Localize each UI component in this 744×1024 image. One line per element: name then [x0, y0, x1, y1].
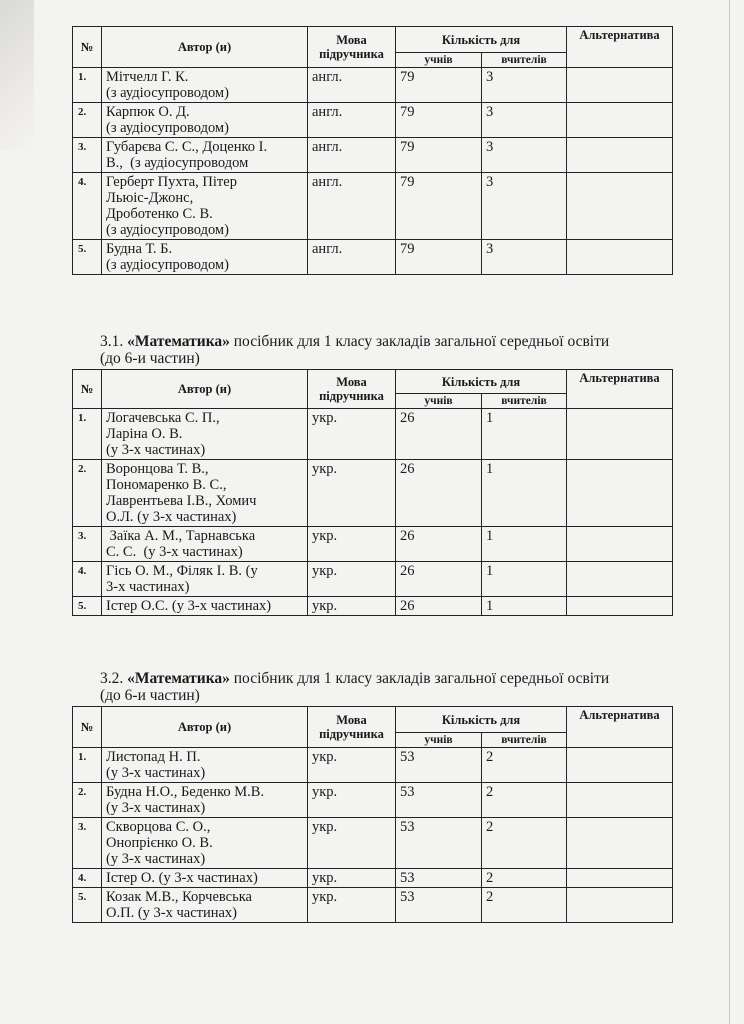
row-number-cell: 3. — [73, 138, 102, 173]
author-line: Листопад Н. П. — [106, 749, 201, 765]
textbook-table-english — [72, 26, 673, 275]
table-row — [73, 240, 673, 275]
col-header-author: Автор (и) — [102, 707, 308, 748]
row-number-cell: 4. — [73, 562, 102, 597]
students-count-cell: 79 — [396, 240, 482, 275]
alternative-cell — [567, 597, 673, 616]
alternative-cell — [567, 888, 673, 923]
teachers-count-cell: 2 — [482, 748, 567, 783]
table-row — [73, 173, 673, 240]
language-cell: укр. — [308, 783, 396, 818]
col-header-alternative: Альтернатива — [567, 27, 673, 68]
alternative-cell — [567, 68, 673, 103]
language-cell: укр. — [308, 818, 396, 869]
author-line: Будна Т. Б. — [106, 241, 173, 257]
alternative-cell — [567, 138, 673, 173]
teachers-count-cell: 3 — [482, 173, 567, 240]
table-row — [73, 783, 673, 818]
author-cell — [102, 527, 308, 562]
author-line: Дроботенко С. В. — [106, 206, 213, 222]
teachers-count-cell: 3 — [482, 240, 567, 275]
author-line: Губарєва С. С., Доценко І. — [106, 139, 268, 155]
author-line: Лаврентьева І.В., Хомич — [106, 493, 257, 509]
author-line: Заїка А. М., Тарнавська — [106, 528, 256, 544]
table-row — [73, 409, 673, 460]
table-row — [73, 888, 673, 923]
language-cell: укр. — [308, 460, 396, 527]
students-count-cell: 79 — [396, 68, 482, 103]
teachers-count-cell: 2 — [482, 783, 567, 818]
col-header-students: учнів — [396, 394, 482, 409]
section-number: 3.1. — [100, 333, 128, 350]
row-number-cell: 5. — [73, 240, 102, 275]
author-line: Істер О.С. (у 3-х частинах) — [106, 598, 272, 614]
author-line: Скворцова С. О., — [106, 819, 211, 835]
author-line: (з аудіосупроводом) — [106, 222, 229, 238]
author-line: Істер О. (у 3-х частинах) — [106, 870, 258, 886]
author-line: Ларіна О. В. — [106, 426, 183, 442]
author-cell — [102, 597, 308, 616]
author-cell — [102, 409, 308, 460]
col-header-author: Автор (и) — [102, 27, 308, 68]
author-line: С. С. (у 3-х частинах) — [106, 544, 243, 560]
author-cell — [102, 818, 308, 869]
row-number-cell: 3. — [73, 527, 102, 562]
teachers-count-cell: 3 — [482, 138, 567, 173]
author-line: (з аудіосупроводом) — [106, 120, 229, 136]
students-count-cell: 53 — [396, 818, 482, 869]
language-cell: укр. — [308, 409, 396, 460]
table-row — [73, 527, 673, 562]
row-number-cell: 2. — [73, 783, 102, 818]
author-line: О.Л. (у 3-х частинах) — [106, 509, 237, 525]
author-line: (у 3-х частинах) — [106, 442, 206, 458]
language-cell: укр. — [308, 888, 396, 923]
table-row — [73, 68, 673, 103]
language-cell: укр. — [308, 748, 396, 783]
students-count-cell: 79 — [396, 138, 482, 173]
language-cell: англ. — [308, 103, 396, 138]
alternative-cell — [567, 409, 673, 460]
students-count-cell: 26 — [396, 460, 482, 527]
row-number-cell: 2. — [73, 460, 102, 527]
page-fold-shadow — [0, 0, 34, 150]
students-count-cell: 53 — [396, 748, 482, 783]
language-cell: англ. — [308, 68, 396, 103]
author-line: Карпюк О. Д. — [106, 104, 190, 120]
author-cell — [102, 138, 308, 173]
author-cell — [102, 240, 308, 275]
alternative-cell — [567, 783, 673, 818]
alternative-cell — [567, 818, 673, 869]
col-header-language: Мова підручника — [308, 707, 396, 748]
author-cell — [102, 460, 308, 527]
alternative-cell — [567, 460, 673, 527]
students-count-cell: 79 — [396, 173, 482, 240]
author-cell — [102, 888, 308, 923]
section-subject: «Математика» — [127, 670, 230, 687]
language-cell: англ. — [308, 173, 396, 240]
author-line: (у 3-х частинах) — [106, 765, 206, 781]
section-description: посібник для 1 класу закладів загальної середньої освіти — [229, 333, 610, 350]
teachers-count-cell: 2 — [482, 818, 567, 869]
col-header-quantity: Кількість для — [396, 27, 567, 53]
alternative-cell — [567, 869, 673, 888]
section-number: 3.2. — [100, 670, 128, 687]
author-line: Льюіс-Джонс, — [106, 190, 194, 206]
col-header-alternative: Альтернатива — [567, 370, 673, 409]
table-row — [73, 869, 673, 888]
author-cell — [102, 68, 308, 103]
col-header-students: учнів — [396, 733, 482, 748]
col-header-quantity: Кількість для — [396, 707, 567, 733]
author-line: Онопрієнко О. В. — [106, 835, 213, 851]
table-row — [73, 597, 673, 616]
students-count-cell: 26 — [396, 597, 482, 616]
row-number-cell: 1. — [73, 748, 102, 783]
author-cell — [102, 783, 308, 818]
section-heading-3-2 — [100, 670, 670, 704]
students-count-cell: 53 — [396, 888, 482, 923]
col-header-teachers: вчителів — [482, 394, 567, 409]
table-row — [73, 748, 673, 783]
textbook-table-math-3-2 — [72, 706, 673, 923]
row-number-cell: 5. — [73, 888, 102, 923]
students-count-cell: 26 — [396, 527, 482, 562]
students-count-cell: 26 — [396, 409, 482, 460]
table-row — [73, 818, 673, 869]
author-cell — [102, 103, 308, 138]
col-header-alternative: Альтернатива — [567, 707, 673, 748]
students-count-cell: 53 — [396, 869, 482, 888]
alternative-cell — [567, 562, 673, 597]
author-line: Будна Н.О., Беденко М.В. — [106, 784, 265, 800]
author-line: О.П. (у 3-х частинах) — [106, 905, 238, 921]
page-edge — [729, 0, 730, 1024]
section-subject: «Математика» — [127, 333, 230, 350]
col-header-language: Мова підручника — [308, 370, 396, 409]
language-cell: укр. — [308, 562, 396, 597]
col-header-quantity: Кількість для — [396, 370, 567, 394]
teachers-count-cell: 2 — [482, 888, 567, 923]
language-cell: англ. — [308, 240, 396, 275]
row-number-cell: 4. — [73, 869, 102, 888]
alternative-cell — [567, 173, 673, 240]
table-row — [73, 562, 673, 597]
col-header-students: учнів — [396, 53, 482, 68]
row-number-cell: 4. — [73, 173, 102, 240]
teachers-count-cell: 1 — [482, 597, 567, 616]
author-cell — [102, 748, 308, 783]
teachers-count-cell: 1 — [482, 460, 567, 527]
col-header-teachers: вчителів — [482, 53, 567, 68]
row-number-cell: 1. — [73, 68, 102, 103]
author-cell — [102, 173, 308, 240]
row-number-cell: 3. — [73, 818, 102, 869]
teachers-count-cell: 3 — [482, 68, 567, 103]
author-line: Гісь О. М., Філяк І. В. (у — [106, 563, 258, 579]
language-cell: укр. — [308, 869, 396, 888]
students-count-cell: 53 — [396, 783, 482, 818]
teachers-count-cell: 2 — [482, 869, 567, 888]
row-number-cell: 1. — [73, 409, 102, 460]
teachers-count-cell: 3 — [482, 103, 567, 138]
section-description: посібник для 1 класу закладів загальної середньої освіти — [229, 670, 610, 687]
author-line: Логачевська С. П., — [106, 410, 220, 426]
table-row — [73, 460, 673, 527]
section-heading-3-1 — [100, 333, 670, 367]
teachers-count-cell: 1 — [482, 562, 567, 597]
author-line: В., (з аудіосупроводом — [106, 155, 249, 171]
author-line: Козак М.В., Корчевська — [106, 889, 252, 905]
col-header-number: № — [73, 27, 102, 68]
author-line: (з аудіосупроводом) — [106, 85, 229, 101]
author-line: Пономаренко В. С., — [106, 477, 227, 493]
author-cell — [102, 869, 308, 888]
author-cell — [102, 562, 308, 597]
author-line: Мітчелл Г. К. — [106, 69, 189, 85]
author-line: (у 3-х частинах) — [106, 800, 206, 816]
students-count-cell: 26 — [396, 562, 482, 597]
alternative-cell — [567, 527, 673, 562]
row-number-cell: 2. — [73, 103, 102, 138]
alternative-cell — [567, 748, 673, 783]
col-header-author: Автор (и) — [102, 370, 308, 409]
col-header-language: Мова підручника — [308, 27, 396, 68]
row-number-cell: 5. — [73, 597, 102, 616]
alternative-cell — [567, 240, 673, 275]
author-line: Воронцова Т. В., — [106, 461, 209, 477]
col-header-number: № — [73, 370, 102, 409]
author-line: (у 3-х частинах) — [106, 851, 206, 867]
col-header-number: № — [73, 707, 102, 748]
section-parts-note: (до 6-и частин) — [100, 350, 200, 367]
language-cell: англ. — [308, 138, 396, 173]
language-cell: укр. — [308, 527, 396, 562]
teachers-count-cell: 1 — [482, 409, 567, 460]
teachers-count-cell: 1 — [482, 527, 567, 562]
students-count-cell: 79 — [396, 103, 482, 138]
author-line: (з аудіосупроводом) — [106, 257, 229, 273]
table-row — [73, 103, 673, 138]
author-line: Герберт Пухта, Пітер — [106, 174, 237, 190]
table-row — [73, 138, 673, 173]
section-parts-note: (до 6-и частин) — [100, 687, 200, 704]
language-cell: укр. — [308, 597, 396, 616]
author-line: 3-х частинах) — [106, 579, 190, 595]
alternative-cell — [567, 103, 673, 138]
col-header-teachers: вчителів — [482, 733, 567, 748]
textbook-table-math-3-1 — [72, 369, 673, 616]
